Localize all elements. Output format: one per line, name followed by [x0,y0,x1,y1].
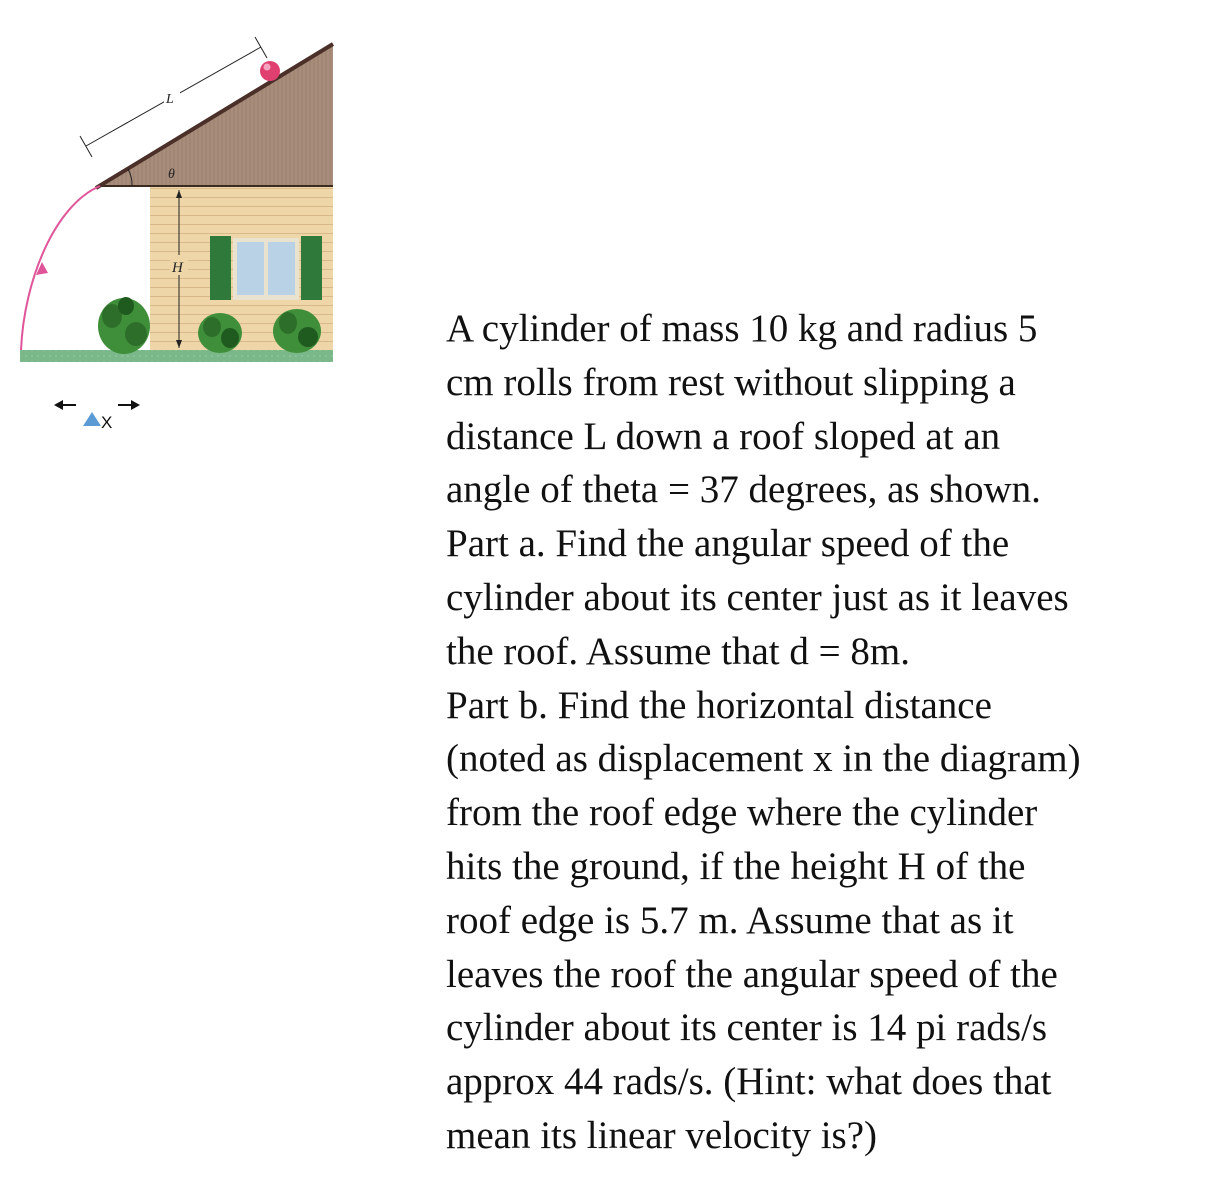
problem-line: hits the ground, if the height H of the [446,844,1026,888]
problem-line: distance L down a roof sloped at an [446,414,1001,458]
trajectory-path [21,186,100,350]
cylinder-ball-icon [260,61,280,81]
problem-line: angle of theta = 37 degrees, as shown. [446,468,1041,512]
l-label: L [166,92,174,107]
bush-middle [198,313,242,353]
problem-statement [446,302,1206,1163]
problem-line: approx 44 rads/s. (Hint: what does that [446,1060,1052,1104]
h-label: H [172,260,183,276]
problem-line: mean its linear velocity is?) [446,1113,878,1157]
problem-line: leaves the roof the angular speed of the [446,952,1058,996]
bush-left [98,297,150,354]
problem-line: from the roof edge where the cylinder [446,791,1038,835]
problem-line: cylinder about its center just as it leaves [446,575,1069,619]
problem-line: (noted as displacement x in the diagram) [446,737,1081,781]
ground [20,350,333,362]
bush-right [273,309,321,353]
problem-line: Part b. Find the horizontal distance [446,683,992,727]
left-shutter [210,236,231,300]
delta-triangle-icon [83,412,101,426]
problem-line: the roof. Assume that d = 8m. [446,629,910,673]
right-arrow-icon [131,400,140,410]
l-tick-left [80,136,92,157]
house-roof-diagram [0,0,360,450]
problem-line: A cylinder of mass 10 kg and radius 5 [446,307,1038,350]
right-shutter [301,236,322,300]
left-arrow-icon [54,400,63,410]
problem-line: cm rolls from rest without slipping a [446,360,1016,404]
l-tick-right [255,37,267,58]
problem-line: roof edge is 5.7 m. Assume that as it [446,898,1014,942]
problem-line: Part a. Find the angular speed of the [446,522,1010,566]
theta-label: θ [168,167,175,182]
x-label: X [101,413,113,432]
problem-line: cylinder about its center is 14 pi rads/s [446,1006,1048,1050]
